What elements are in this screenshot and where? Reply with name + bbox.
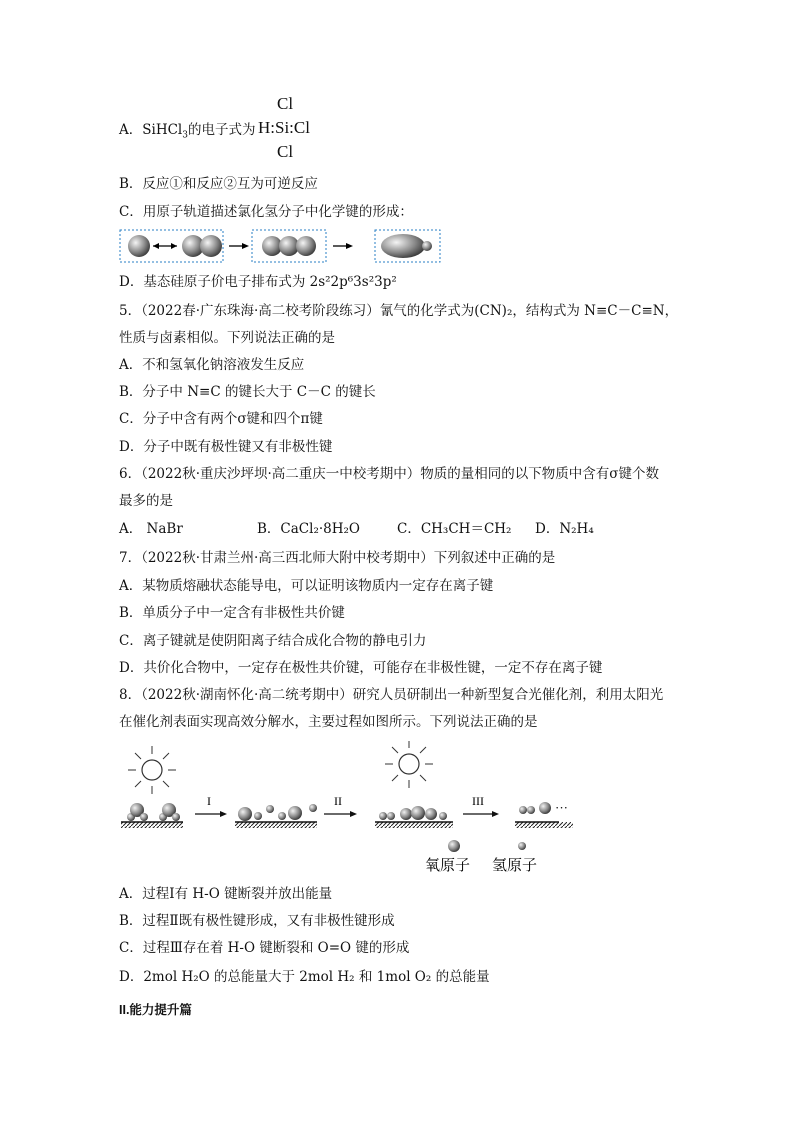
q8-stem-line-2: 在催化剂表面实现高效分解水，主要过程如图所示。下列说法正确的是 [119, 714, 538, 730]
q6-stem-line-2: 最多的是 [119, 493, 173, 509]
catalyst-surface [121, 822, 183, 828]
arrowhead-left [153, 243, 159, 249]
hydrogen-label: 氢原子 [492, 856, 538, 874]
catalyst-surface [235, 822, 317, 828]
arrowhead-right [171, 243, 177, 249]
q8-option-b: B．过程Ⅱ既有极性键形成，又有非极性键形成 [119, 913, 395, 929]
atom-sphere [128, 235, 150, 257]
atom-sphere [200, 235, 222, 257]
q5-stem-line-1: 5．（2022春·广东珠海·高二校考阶段练习）氰气的化学式为(CN)₂，结构式为 N≡C－C≡N， [119, 303, 679, 319]
q4-option-c: C．用原子轨道描述氯化氢分子中化学键的形成： [119, 204, 413, 220]
section-heading: II.能力提升篇 [119, 1003, 192, 1017]
atom-sphere [296, 236, 316, 256]
ellipsis: ··· [555, 800, 568, 815]
lewis-middle: H:Si:Cl [258, 118, 310, 137]
q8-option-c: C．过程Ⅲ存在着 H-O 键断裂和 O=O 键的形成 [119, 940, 410, 956]
lewis-structure [258, 94, 328, 162]
q8-option-d: D．2mol H₂O 的总能量大于 2mol H₂ 和 1mol O₂ 的总能量 [119, 969, 490, 985]
arrowhead [242, 243, 249, 249]
catalyst-surface [515, 822, 573, 828]
q8-option-a: A．过程Ⅰ有 H-O 键断裂并放出能量 [119, 886, 333, 902]
q5-option-c: C．分子中含有两个σ键和四个π键 [119, 411, 323, 427]
q6-options [119, 519, 594, 539]
q6-option-c: C．CH₃CH＝CH₂ [397, 521, 512, 537]
photocatalysis-diagram [119, 742, 568, 877]
q5-option-b: B．分子中 N≡C 的键长大于 C－C 的键长 [119, 384, 376, 400]
q7-option-c: C．离子键就是使阴阳离子结合成化合物的静电引力 [119, 633, 427, 649]
hydrogen-legend-icon [518, 842, 526, 850]
orbital-overlap-diagram [119, 228, 444, 264]
q7-option-a: A．某物质熔融状态能导电，可以证明该物质内一定存在离子键 [119, 578, 494, 594]
q7-option-d: D．共价化合物中，一定存在极性共价键，可能存在非极性键，一定不存在离子键 [119, 660, 603, 676]
arrowhead [346, 243, 353, 249]
q4-option-b: B．反应①和反应②互为可逆反应 [119, 176, 318, 192]
oxygen-label: 氧原子 [425, 856, 471, 874]
q6-option-a: A． NaBr [119, 521, 183, 537]
q5-option-d: D．分子中既有极性键又有非极性键 [119, 439, 333, 455]
q6-option-b: B．CaCl₂·8H₂O [257, 521, 360, 537]
step-label-3: III [472, 794, 484, 808]
lewis-top: Cl [277, 94, 294, 113]
q6-stem-line-1: 6．（2022秋·重庆沙坪坝·高二重庆一中校考期中）物质的量相同的以下物质中含有σ键个数 [119, 466, 659, 482]
q5-stem-line-2: 性质与卤素相似。下列说法正确的是 [119, 330, 335, 346]
sun-icon [128, 746, 176, 794]
catalyst-surface [375, 822, 453, 828]
q6-option-d: D．N₂H₄ [535, 521, 594, 537]
oxygen-legend-icon [448, 840, 460, 852]
step-label-2: II [334, 794, 342, 808]
q5-option-a: A．不和氢氧化钠溶液发生反应 [119, 357, 305, 373]
lewis-bottom: Cl [277, 142, 294, 161]
q7-option-b: B．单质分子中一定含有非极性共价键 [119, 605, 345, 621]
q4-option-d: D．基态硅原子价电子排布式为 2s²2p⁶3s²3p² [119, 274, 397, 290]
q4-option-a: A．SiHCl$_3$的电子式为 [119, 122, 256, 141]
q7-stem: 7．（2022秋·甘肃兰州·高三西北师大附中校考期中）下列叙述中正确的是 [119, 550, 556, 566]
bond-lobe [381, 234, 425, 258]
sun-icon [385, 741, 433, 788]
small-atom [422, 241, 432, 251]
step-label-1: I [207, 794, 211, 808]
q8-stem-line-1: 8．（2022秋·湖南怀化·高二统考期中）研究人员研制出一种新型复合光催化剂，利用太阳光 [119, 687, 664, 703]
